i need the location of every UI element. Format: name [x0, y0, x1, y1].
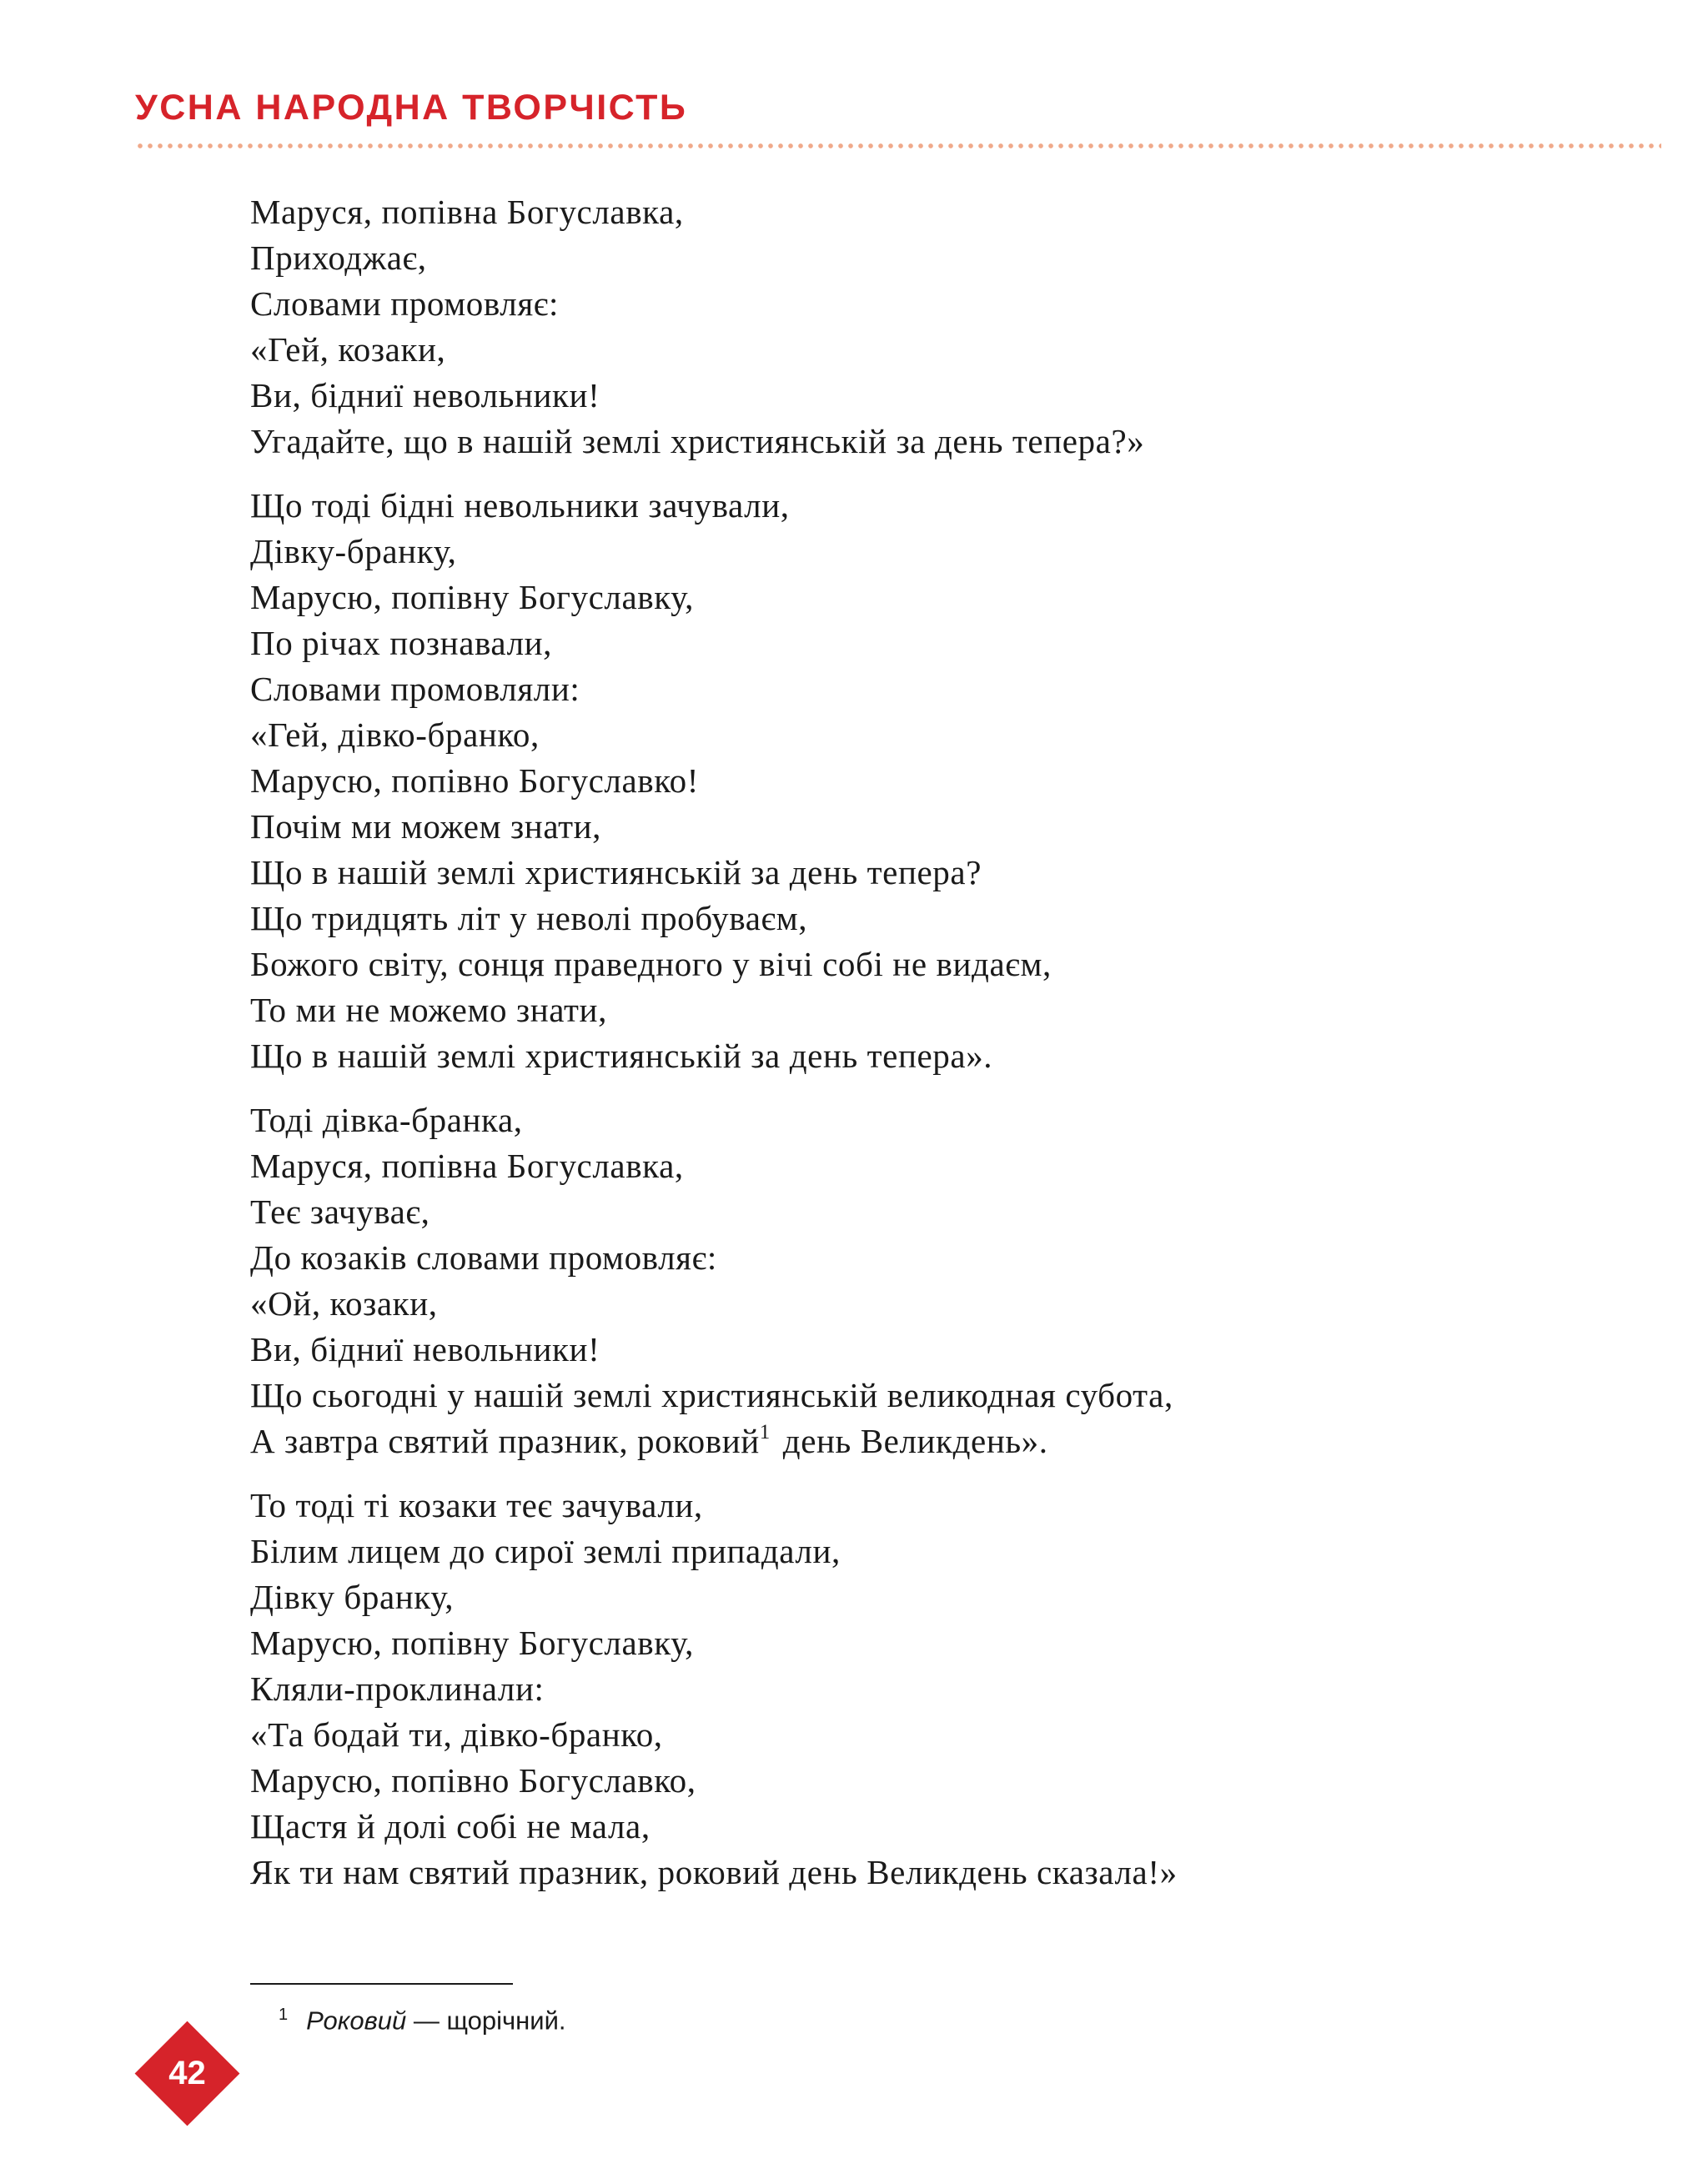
footnote-term: Роковий	[306, 2006, 407, 2036]
poem-line: «Гей, козаки,	[250, 330, 446, 369]
line-text-before: А завтра святий празник, роковий	[250, 1422, 760, 1460]
poem-line: Теє зачуває,	[250, 1192, 430, 1231]
poem-line: До козаків словами промовляє:	[250, 1238, 717, 1277]
poem-line: «Гей, дівко-бранко,	[250, 715, 540, 754]
section-title: УСНА НАРОДНА ТВОРЧІСТЬ	[135, 88, 688, 128]
poem-line: Марусю, попівно Богуславко,	[250, 1761, 696, 1800]
poem-line-with-footnote	[250, 1418, 1585, 1464]
poem-line: Угадайте, що в нашій землі християнській за день тепера?»	[250, 422, 1145, 460]
poem-line: Що в нашій землі християнській за день тепера?	[250, 853, 982, 891]
footnote-definition: — щорічний.	[406, 2006, 566, 2036]
poem-line: Марусю, попівну Богуславку,	[250, 578, 695, 616]
stanza-4	[250, 1483, 1585, 1895]
poem-line: Марусю, попівну Богуславку,	[250, 1624, 695, 1662]
poem-line: Що в нашій землі християнській за день тепера».	[250, 1037, 993, 1075]
poem-line: «Ой, козаки,	[250, 1284, 438, 1323]
poem-line: Ви, бідниї невольники!	[250, 1330, 600, 1368]
poem-line: Як ти нам святий празник, роковий день Великдень сказала!»	[250, 1853, 1178, 1891]
page-number-badge	[135, 2021, 239, 2126]
poem-line: Почім ми можем знати,	[250, 807, 601, 846]
poem-line: То ми не можемо знати,	[250, 991, 607, 1029]
footnote-mark: 1	[279, 2006, 289, 2024]
stanza-3	[250, 1097, 1585, 1464]
dotted-divider	[135, 143, 1661, 149]
footnote	[279, 1996, 566, 2039]
poem-line: Ви, бідниї невольники!	[250, 376, 600, 414]
poem-line: Маруся, попівна Богуславка,	[250, 193, 684, 231]
poem-line: «Та бодай ти, дівко-бранко,	[250, 1715, 663, 1754]
poem-line: Маруся, попівна Богуславка,	[250, 1147, 684, 1185]
poem-line: То тоді ті козаки теє зачували,	[250, 1486, 703, 1524]
poem-line: Щастя й долі собі не мала,	[250, 1807, 651, 1845]
poem-line: Білим лицем до сирої землі припадали,	[250, 1532, 841, 1570]
poem-line: Дівку-бранку,	[250, 532, 457, 570]
poem-line: Тоді дівка-бранка,	[250, 1101, 523, 1139]
poem-line: Словами промовляли:	[250, 670, 580, 708]
poem-line: Словами промовляє:	[250, 284, 559, 323]
poem-line: Що тоді бідні невольники зачували,	[250, 486, 790, 525]
footnote-divider	[250, 1983, 513, 1985]
stanza-1	[250, 189, 1585, 464]
footnote-reference[interactable]: 1	[759, 1421, 771, 1444]
poem-line: Божого світу, сонця праведного у вічі собі не видаєм,	[250, 945, 1052, 983]
poem-line: Що тридцять літ у неволі пробуваєм,	[250, 899, 808, 937]
poem-line: Приходжає,	[250, 238, 427, 277]
line-text-after: день Великдень».	[773, 1422, 1048, 1460]
poem-line: Що сьогодні у нашій землі християнській великодная субота,	[250, 1376, 1173, 1414]
poem-line: Марусю, попівно Богуславко!	[250, 761, 700, 800]
stanza-2	[250, 483, 1585, 1079]
poem-line: По річах познавали,	[250, 624, 553, 662]
page-number: 42	[168, 2055, 206, 2091]
poem-line: Дівку бранку,	[250, 1578, 455, 1616]
poem-line: Кляли-проклинали:	[250, 1669, 545, 1708]
poem-text	[250, 189, 1585, 1914]
